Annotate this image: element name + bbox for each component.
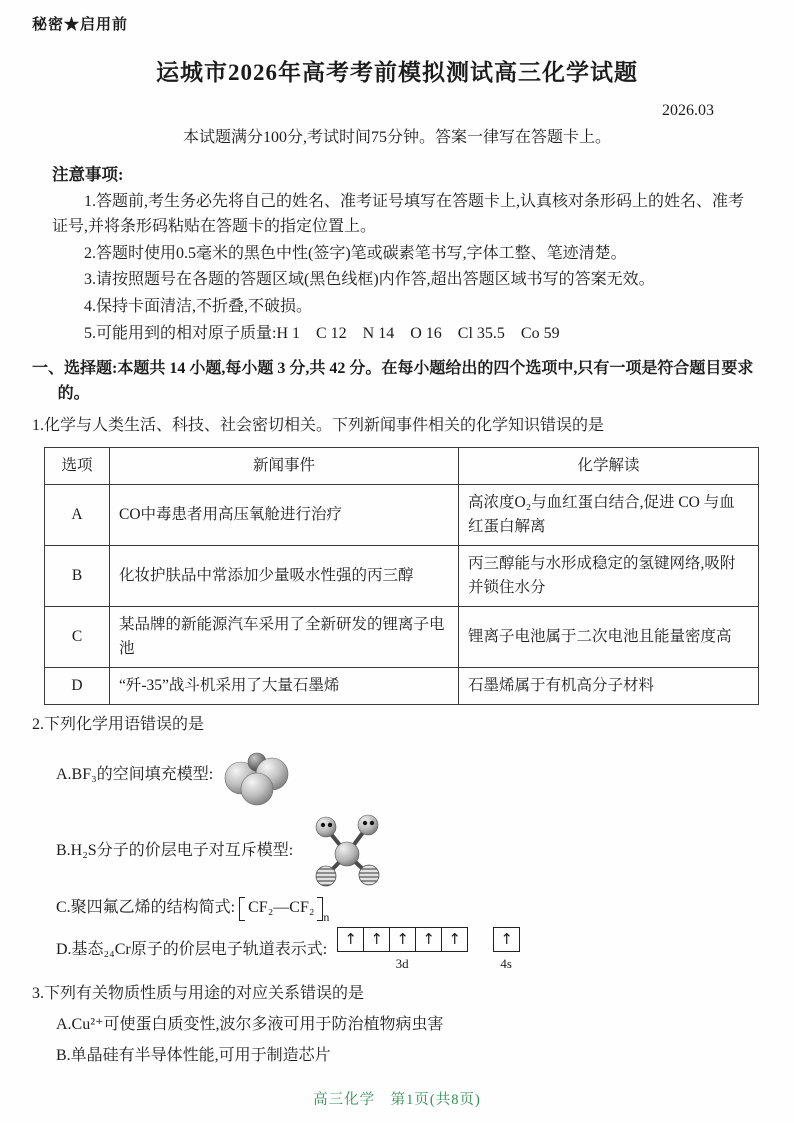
exam-intro: 本试题满分100分,考试时间75分钟。答案一律写在答题卡上。: [182, 128, 611, 146]
orbital-boxes-3d: [337, 927, 467, 952]
table-row: [45, 607, 759, 668]
orbital-label-3d: 3d: [395, 955, 409, 971]
orbital-diagram: [337, 927, 519, 974]
question-3-stem: 3.下列有关物质性质与用途的对应关系错误的是: [32, 985, 365, 1003]
option-c-label: C.聚四氟乙烯的结构简式:: [56, 899, 236, 917]
page-title: 运城市2026年高考考前模拟测试高三化学试题: [156, 60, 638, 86]
table-row: [45, 546, 759, 607]
ptfe-structural-formula: [239, 896, 330, 925]
orbital-group-4s: [493, 927, 519, 974]
question-3-option-a: A.Cu²⁺可使蛋白质变性,波尔多液可用于防治植物病虫害: [56, 1015, 444, 1033]
page-footer: 高三化学 第1页(共8页): [313, 1091, 481, 1108]
orbital-box: ↑: [337, 927, 364, 952]
orbital-box: ↑: [441, 927, 468, 952]
table-row: [45, 485, 759, 546]
question-1-stem: 1.化学与人类生活、科技、社会密切相关。下列新闻事件相关的化学知识错误的是: [32, 417, 605, 435]
interpretation-cell: 丙三醇能与水形成稳定的氢键网络,吸附并锁住水分: [459, 546, 759, 607]
column-header-option: 选项: [45, 448, 110, 485]
interpretation-cell: 高浓度O₂与血红蛋白结合,促进 CO 与血红蛋白解离: [459, 485, 759, 546]
question-2-option-c: [56, 896, 762, 925]
question-3-option-b: B.单晶硅有半导体性能,可用于制造芯片: [56, 1046, 331, 1064]
exam-date: 2026.03: [662, 101, 714, 119]
question-2-stem: 2.下列化学用语错误的是: [32, 716, 205, 734]
option-letter: D: [45, 668, 110, 705]
notice-block: [52, 190, 758, 347]
column-header-interpretation: 化学解读: [459, 448, 759, 485]
option-letter: C: [45, 607, 110, 668]
h2s-vsepr-model-image: [301, 812, 393, 890]
notice-item-3: 3.请按照题号在各题的答题区域(黑色线框)内作答,超出答题区域书写的答案无效。: [84, 271, 655, 289]
event-cell: 某品牌的新能源汽车采用了全新研发的锂离子电池: [110, 607, 459, 668]
notice-item-1: 1.答题前,考生务必先将自己的姓名、准考证号填写在答题卡上,认真核对条形码上的姓名、准考证号,并将条形码粘贴在答题卡的指定位置上。: [52, 193, 745, 235]
notice-heading: 注意事项:: [52, 165, 124, 185]
table-row: [45, 668, 759, 705]
question-2-option-a: [56, 744, 762, 806]
event-cell: CO中毒患者用高压氧舱进行治疗: [110, 485, 459, 546]
interpretation-cell: 锂离子电池属于二次电池且能量密度高: [459, 607, 759, 668]
orbital-box: ↑: [389, 927, 416, 952]
orbital-boxes-4s: [493, 927, 519, 952]
question-2-option-b: [56, 812, 762, 890]
option-letter: A: [45, 485, 110, 546]
bf3-space-filling-model-image: [221, 744, 293, 806]
column-header-event: 新闻事件: [110, 448, 459, 485]
notice-item-4: 4.保持卡面清洁,不折叠,不破损。: [84, 298, 313, 316]
interpretation-cell: 石墨烯属于有机高分子材料: [459, 668, 759, 705]
notice-item-5: 5.可能用到的相对原子质量:H 1 C 12 N 14 O 16 Cl 35.5 Co 59: [84, 325, 560, 343]
orbital-label-4s: 4s: [500, 955, 512, 971]
option-a-label: A.BF₃的空间填充模型:: [56, 765, 214, 783]
classification-label: 秘密★启用前: [32, 17, 129, 33]
question-2-option-d: [56, 927, 762, 974]
option-d-label: D.基态₂₄Cr原子的价层电子轨道表示式:: [56, 941, 328, 959]
polymer-repeat-unit: CF₂—CF₂: [248, 899, 315, 917]
orbital-group-3d: [337, 927, 467, 974]
table-header-row: [45, 448, 759, 485]
event-cell: 化妆护肤品中常添加少量吸水性强的丙三醇: [110, 546, 459, 607]
option-b-label: B.H₂S分子的价层电子对互斥模型:: [56, 841, 294, 859]
section-1-heading: 一、选择题:本题共 14 小题,每小题 3 分,共 42 分。在每小题给出的四个选项中,只有一项是符合题目要求的。: [32, 359, 754, 402]
orbital-box: ↑: [363, 927, 390, 952]
question-1-table: [44, 447, 759, 705]
option-letter: B: [45, 546, 110, 607]
orbital-box: ↑: [493, 927, 520, 952]
orbital-box: ↑: [415, 927, 442, 952]
event-cell: “歼-35”战斗机采用了大量石墨烯: [110, 668, 459, 705]
notice-item-2: 2.答题时使用0.5毫米的黑色中性(签字)笔或碳素笔书写,字体工整、笔迹清楚。: [84, 244, 627, 262]
polymer-subscript-n: n: [323, 910, 330, 925]
